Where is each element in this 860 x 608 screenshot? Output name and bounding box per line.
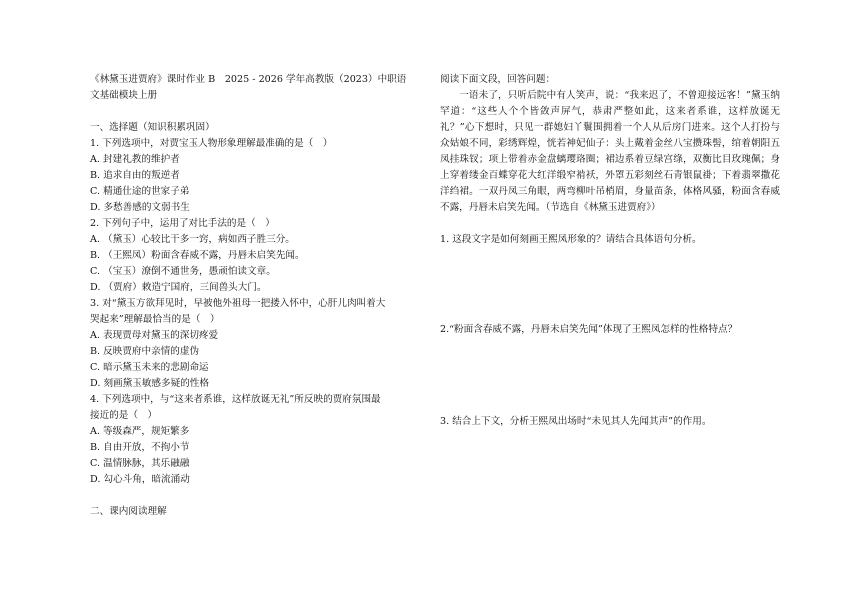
question-stem-cont: 哭起来”理解最恰当的是（ ） [90, 314, 220, 325]
option-c: C. （宝玉）潦倒不通世务，愚顽怕读文章。 [90, 266, 276, 277]
question-block-1 [90, 136, 420, 216]
option-d: D. 刻画黛玉敏感多疑的性格 [90, 378, 209, 389]
option-b: B. 追求自由的叛逆者 [90, 170, 180, 181]
option-c: C. 暗示黛玉未来的悲剧命运 [90, 362, 209, 373]
doc-title-line2: 文基础模块上册 [90, 90, 158, 101]
option-b: B. 反映贾府中亲情的虚伪 [90, 346, 200, 357]
option-b: B. 自由开放，不拘小节 [90, 442, 190, 453]
question-stem: 3. 对“黛玉方欲拜见时，早被他外祖母一把搂入怀中，心肝儿肉叫着大 [90, 298, 386, 309]
option-a: A. 封建礼教的维护者 [90, 154, 180, 165]
right-column [440, 72, 780, 430]
option-c: C. 精通仕途的世家子弟 [90, 186, 190, 197]
reading-question-2: 2.“粉面含春威不露，丹唇未启笑先闻”体现了王熙凤怎样的性格特点？ [440, 324, 738, 335]
question-block-4 [90, 392, 420, 488]
option-c: C. 温情脉脉，其乐融融 [90, 458, 190, 469]
question-stem: 4. 下列选项中，与“这来者系谁，这样放诞无礼”所反映的贾府氛围最 [90, 394, 381, 405]
reading-question-1: 1. 这段文字是如何刻画王熙凤形象的？请结合具体语句分析。 [440, 234, 702, 245]
reading-question-3: 3. 结合上下文，分析王熙凤出场时“未见其人先闻其声”的作用。 [440, 416, 712, 427]
question-stem: 1. 下列选项中，对贾宝玉人物形象理解最准确的是（ ） [90, 138, 333, 149]
option-d: D. 勾心斗角，暗流涌动 [90, 474, 190, 485]
reading-passage: 一语未了，只听后院中有人笑声，说：“我来迟了，不曾迎接远客！”黛玉纳罕道：“这些人个个皆敛声屏气，恭肃严整如此，这来者系谁，这样放诞无礼？”心下想时，只见一群媳妇丫鬟围拥着一个人从后房门进来。这个人打扮与众姑娘不同，彩绣辉煌，恍若神妃仙子：头上戴着金丝八宝攒珠髻，绾着朝阳五凤挂珠钗；项上带着赤金盘螭璎珞圈；裙边系着豆绿宫绦，双衡比目玫瑰佩；身上穿着缕金百蝶穿花大红洋缎窄褃袄，外罩五彩刻丝石青银鼠褂；下着翡翠撒花洋绉裙。一双丹凤三角眼，两弯柳叶吊梢眉，身量苗条，体格风骚，粉面含春威不露，丹唇未启笑先闻。（节选自《林黛玉进贾府》） [440, 90, 780, 213]
left-column [90, 72, 420, 520]
option-a: A. （黛玉）心较比干多一窍，病如西子胜三分。 [90, 234, 295, 245]
option-a: A. 等级森严，规矩繁多 [90, 426, 190, 437]
reading-intro: 阅读下面文段，回答问题： [440, 74, 556, 85]
section-heading-reading: 二、课内阅读理解 [90, 506, 167, 517]
doc-title-line1: 《林黛玉进贾府》课时作业 B 2025 - 2026 学年高教版（2023）中职语 [90, 74, 407, 85]
question-stem: 2. 下列句子中，运用了对比手法的是（ ） [90, 218, 275, 229]
question-block-3 [90, 296, 420, 392]
question-block-2 [90, 216, 420, 296]
question-stem-cont: 接近的是（ ） [90, 410, 158, 421]
answer-space [440, 338, 780, 414]
section-heading-choice: 一、选择题（知识积累巩固） [90, 122, 215, 133]
option-d: D. 多愁善感的文弱书生 [90, 202, 190, 213]
option-b: B. （王熙凤）粉面含春威不露，丹唇未启笑先闻。 [90, 250, 305, 261]
answer-space [440, 248, 780, 322]
option-a: A. 表现贾母对黛玉的深切疼爱 [90, 330, 219, 341]
option-d: D. （贾府）敕造宁国府，三间兽头大门。 [90, 282, 267, 293]
